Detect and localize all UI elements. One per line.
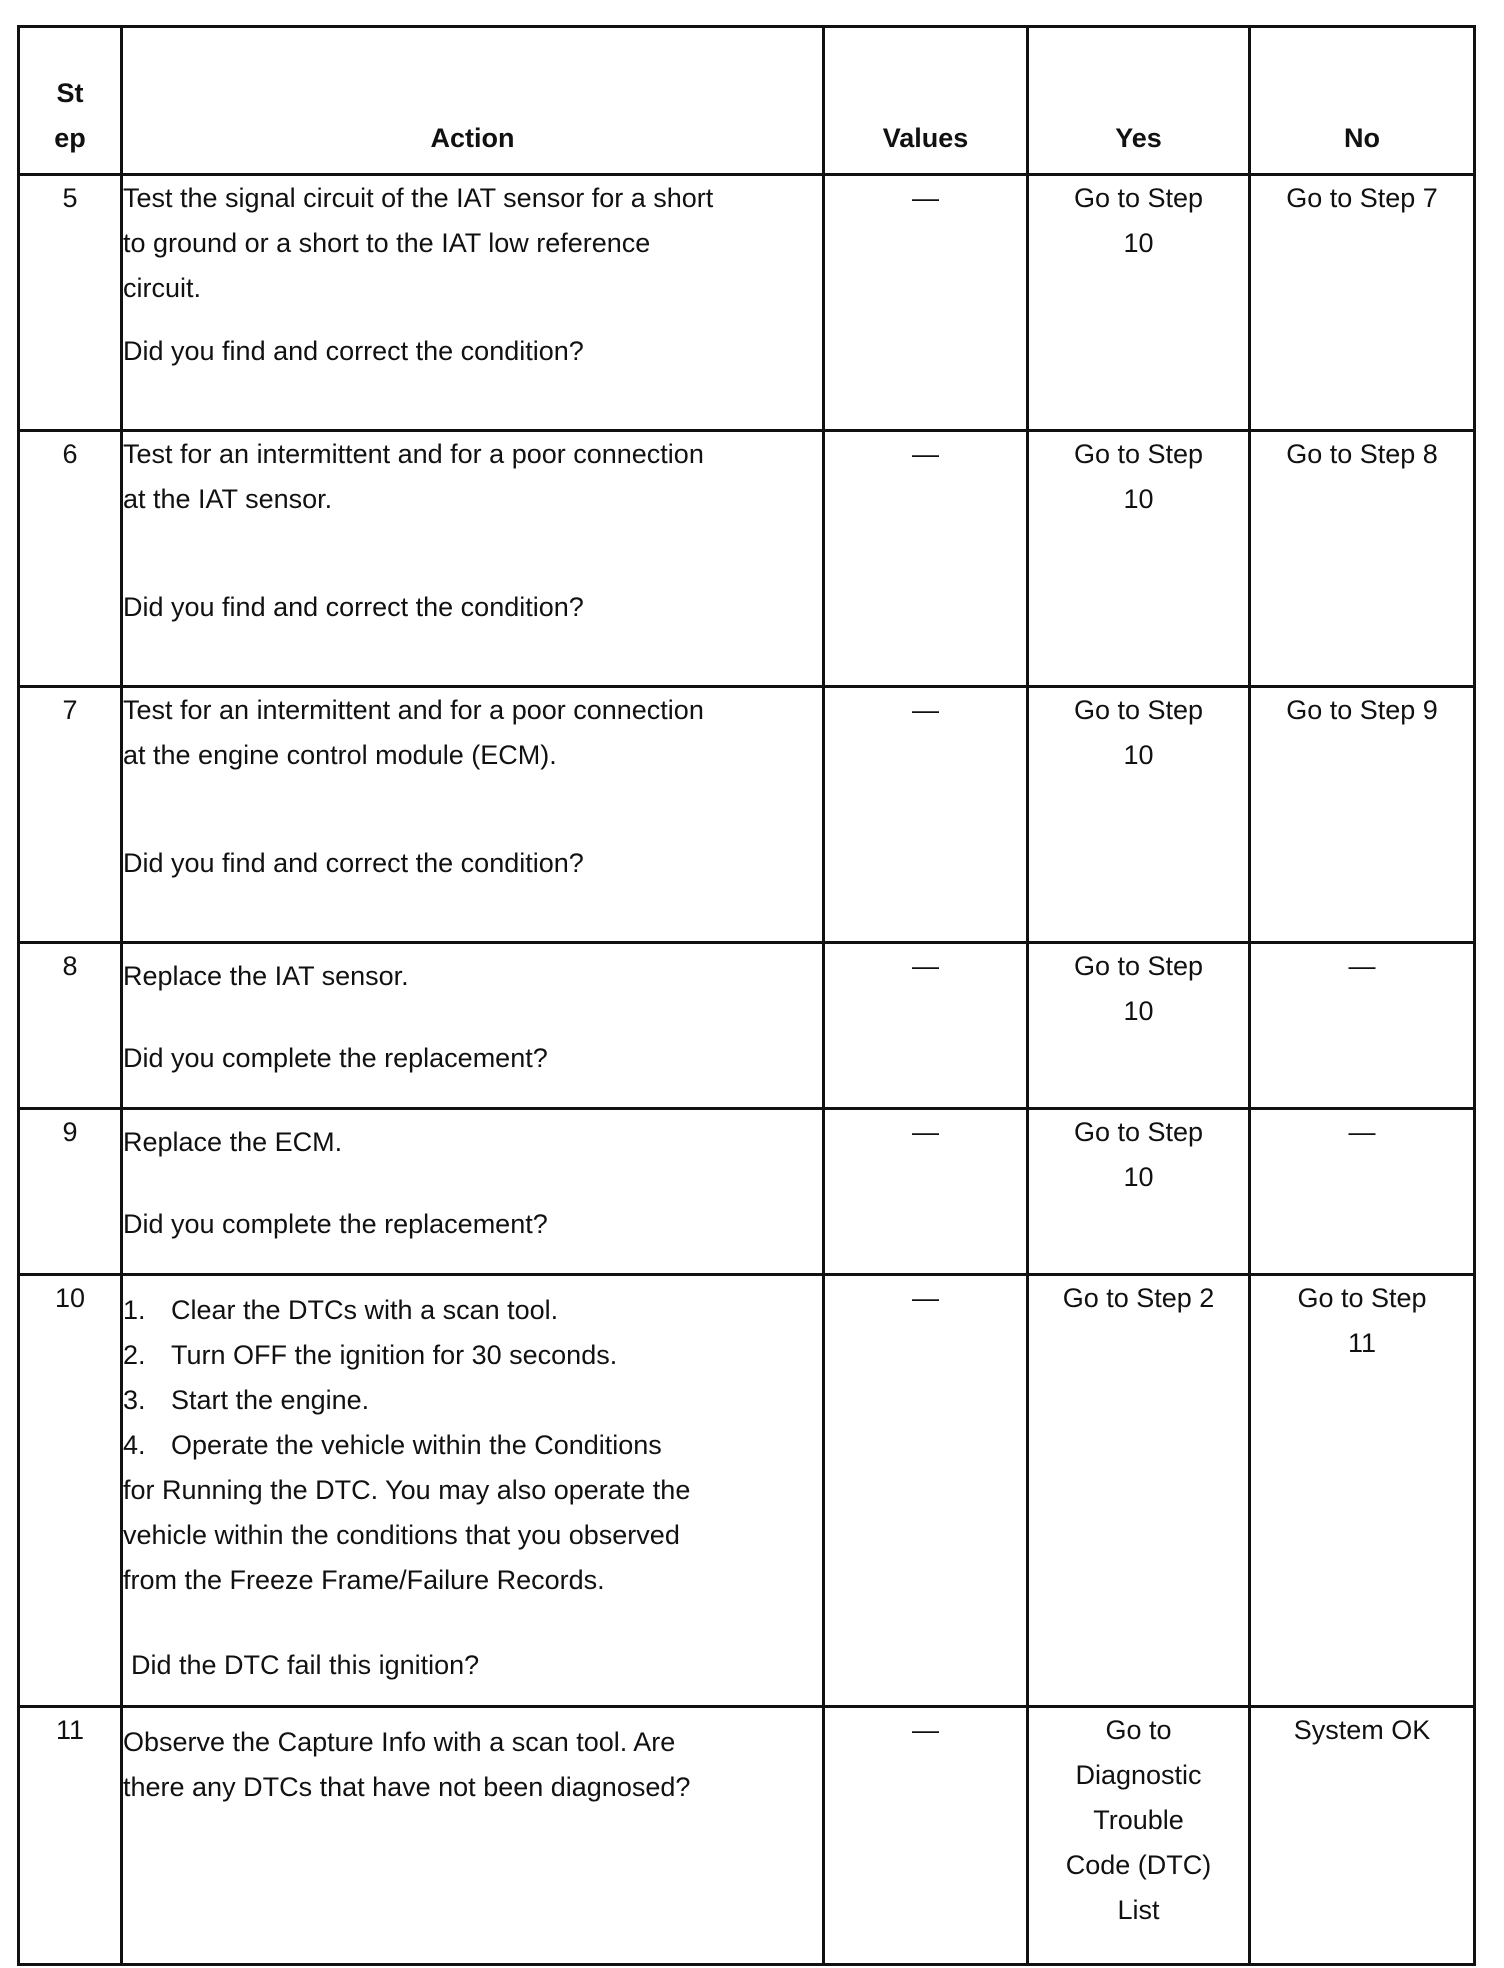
table-row	[19, 175, 1475, 431]
no-cell	[1250, 1275, 1475, 1707]
yes-cell	[1028, 687, 1250, 943]
yes-text-line: List	[1117, 1895, 1160, 1925]
action-question: Did you find and correct the condition?	[123, 848, 584, 878]
list-item-number: 2.	[123, 1340, 146, 1370]
list-item-text: Operate the vehicle within the Conditions	[171, 1430, 662, 1460]
yes-text-line: Go to	[1105, 1715, 1172, 1745]
no-cell: System OK	[1250, 1707, 1475, 1965]
step-number: 8	[19, 943, 122, 1109]
yes-text: Go to Step	[1073, 695, 1204, 725]
yes-cell	[1028, 175, 1250, 431]
no-cell: Go to Step 7	[1250, 175, 1475, 431]
yes-cell	[1028, 1707, 1250, 1965]
list-item-number: 1.	[123, 1295, 146, 1325]
yes-cell	[1028, 943, 1250, 1109]
step-number: 6	[19, 431, 122, 687]
step-number: 10	[19, 1275, 122, 1707]
action-question: Did you complete the replacement?	[123, 1209, 548, 1239]
table-row	[19, 431, 1475, 687]
action-line: circuit.	[123, 273, 202, 303]
values-cell: —	[824, 1275, 1028, 1707]
list-item-text: Start the engine.	[171, 1385, 370, 1415]
action-continuation-line: vehicle within the conditions that you observed	[123, 1520, 680, 1550]
action-line: Test the signal circuit of the IAT sensor for a short	[123, 183, 714, 213]
values-cell: —	[824, 943, 1028, 1109]
yes-text-line: Code (DTC)	[1065, 1850, 1212, 1880]
action-line: Test for an intermittent and for a poor connection	[123, 439, 704, 469]
action-question: Did the DTC fail this ignition?	[131, 1650, 480, 1680]
no-step-number: 11	[1347, 1328, 1377, 1358]
header-step-line2: ep	[54, 123, 86, 153]
yes-text: Go to Step	[1073, 439, 1204, 469]
list-item-number: 3.	[123, 1385, 146, 1415]
action-question: Did you find and correct the condition?	[123, 336, 584, 366]
yes-cell	[1028, 431, 1250, 687]
header-step	[19, 27, 122, 175]
list-item	[123, 1333, 822, 1378]
values-cell: —	[824, 175, 1028, 431]
action-line: Test for an intermittent and for a poor connection	[123, 695, 704, 725]
header-step-line1: St	[56, 78, 84, 108]
header-yes: Yes	[1028, 27, 1250, 175]
yes-step-number: 10	[1123, 1162, 1154, 1192]
yes-step-number: 10	[1123, 228, 1154, 258]
action-cell	[122, 431, 824, 687]
action-line: at the engine control module (ECM).	[123, 740, 557, 770]
no-cell: Go to Step 9	[1250, 687, 1475, 943]
list-item-text: Clear the DTCs with a scan tool.	[171, 1295, 559, 1325]
step-number: 5	[19, 175, 122, 431]
step-number: 11	[19, 1707, 122, 1965]
yes-step-number: 10	[1123, 740, 1154, 770]
yes-step-number: 10	[1123, 484, 1154, 514]
no-cell: —	[1250, 943, 1475, 1109]
action-question: Did you complete the replacement?	[123, 1043, 548, 1073]
list-item	[123, 1423, 822, 1468]
no-cell: —	[1250, 1109, 1475, 1275]
yes-text: Go to Step	[1073, 183, 1204, 213]
step-number: 7	[19, 687, 122, 943]
action-cell	[122, 1275, 824, 1707]
values-cell: —	[824, 687, 1028, 943]
action-cell	[122, 175, 824, 431]
action-cell	[122, 1707, 824, 1965]
yes-cell	[1028, 1109, 1250, 1275]
list-item	[123, 1288, 822, 1333]
header-no: No	[1250, 27, 1475, 175]
yes-text-line: Trouble	[1093, 1805, 1184, 1835]
header-action: Action	[122, 27, 824, 175]
action-line: there any DTCs that have not been diagnosed?	[123, 1772, 691, 1802]
action-line: Replace the ECM.	[123, 1127, 343, 1157]
action-line: Observe the Capture Info with a scan tool. Are	[123, 1727, 676, 1757]
action-continuation-line: from the Freeze Frame/Failure Records.	[123, 1565, 605, 1595]
action-cell	[122, 687, 824, 943]
step-number: 9	[19, 1109, 122, 1275]
yes-cell: Go to Step 2	[1028, 1275, 1250, 1707]
action-line: at the IAT sensor.	[123, 484, 333, 514]
no-text: Go to Step	[1297, 1283, 1427, 1313]
yes-text: Go to Step	[1073, 951, 1204, 981]
diagnostic-table	[17, 25, 1476, 1966]
table-row	[19, 1275, 1475, 1707]
table-row	[19, 1109, 1475, 1275]
action-line: to ground or a short to the IAT low reference	[123, 228, 651, 258]
header-row	[19, 27, 1475, 175]
action-question: Did you find and correct the condition?	[123, 592, 584, 622]
action-cell	[122, 943, 824, 1109]
action-cell	[122, 1109, 824, 1275]
action-continuation-line: for Running the DTC. You may also operate the	[123, 1475, 691, 1505]
list-item	[123, 1378, 822, 1423]
no-cell: Go to Step 8	[1250, 431, 1475, 687]
action-steps-list	[123, 1288, 822, 1468]
values-cell: —	[824, 1707, 1028, 1965]
table-row	[19, 687, 1475, 943]
values-cell: —	[824, 1109, 1028, 1275]
table-row	[19, 1707, 1475, 1965]
action-line: Replace the IAT sensor.	[123, 961, 409, 991]
header-values: Values	[824, 27, 1028, 175]
yes-text-line: Diagnostic	[1075, 1760, 1202, 1790]
yes-step-number: 10	[1123, 996, 1154, 1026]
list-item-number: 4.	[123, 1430, 146, 1460]
values-cell: —	[824, 431, 1028, 687]
table-row	[19, 943, 1475, 1109]
list-item-text: Turn OFF the ignition for 30 seconds.	[171, 1340, 618, 1370]
yes-text: Go to Step	[1073, 1117, 1204, 1147]
